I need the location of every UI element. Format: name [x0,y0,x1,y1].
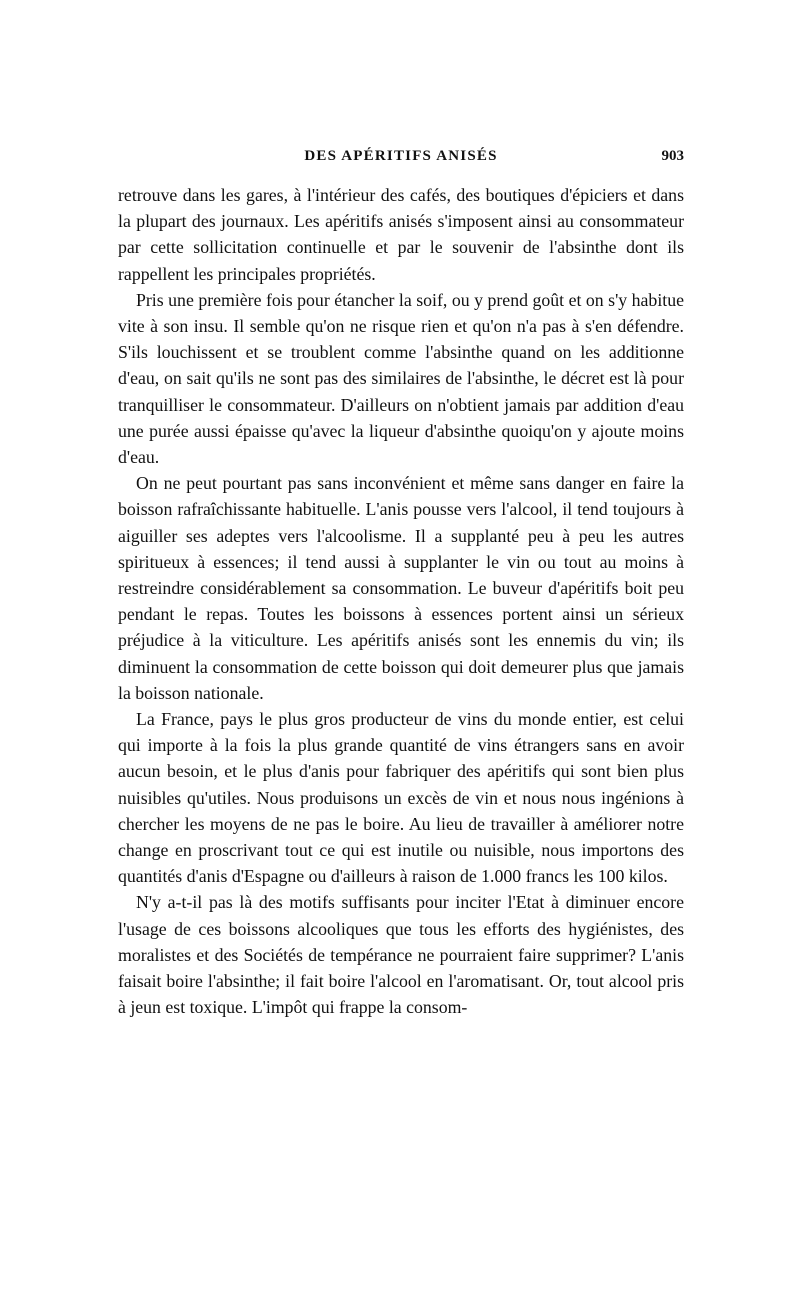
page-number: 903 [661,148,684,164]
body-text [118,182,684,1021]
paragraph-5: N'y a-t-il pas là des motifs suffisants pour inciter l'Etat à diminuer encore l'usage de ces boissons alcooliques que tous les efforts des hygiénistes, des moralistes et des Sociétés de tempérance ne pourraient faire supprimer? L'anis faisait boire l'absinthe; il fait boire l'alcool en l'aromatisant. Or, tout alcool pris à jeun est toxique. L'impôt qui frappe la consom- [118,892,684,1018]
page-header [118,148,684,172]
running-title: DES APÉRITIFS ANISÉS [304,148,498,164]
paragraph-4: La France, pays le plus gros producteur de vins du monde entier, est celui qui importe à la fois la plus grande quantité de vins étrangers sans en avoir aucun besoin, et le plus d'anis pour fabriquer des apéritifs qui sont bien plus nuisibles qu'utiles. Nous produisons un excès de vin et nous nous ingénions à chercher les moyens de ne pas le boire. Au lieu de travailler à améliorer notre change en proscrivant tout ce qui est inutile ou nuisible, nous importons des quantités d'anis d'Espagne ou d'ailleurs à raison de 1.000 francs les 100 kilos. [118,709,684,887]
paragraph-1: retrouve dans les gares, à l'intérieur des cafés, des boutiques d'épiciers et dans la plupart des journaux. Les apéritifs anisés s'imposent ainsi au consommateur par cette sollicitation continuelle et par le souvenir de l'absinthe dont ils rappellent les principales propriétés. [118,185,684,284]
paragraph-3: On ne peut pourtant pas sans inconvénient et même sans danger en faire la boisson rafraîchissante habituelle. L'anis pousse vers l'alcool, il tend toujours à aiguiller ses adeptes vers l'alcoolisme. Il a supplanté peu à peu les autres spiritueux à essences; il tend aussi à supplanter le vin ou tout au moins à restreindre considérablement sa consommation. Le buveur d'apéritifs boit peu pendant le repas. Toutes les boissons à essences portent ainsi un sérieux préjudice à la viticulture. Les apéritifs anisés sont les ennemis du vin; ils diminuent la consommation de cette boisson qui doit demeurer plus que jamais la boisson nationale. [118,473,684,703]
paragraph-2: Pris une première fois pour étancher la soif, ou y prend goût et on s'y habitue vite à son insu. Il semble qu'on ne risque rien et qu'on n'a pas à s'en défendre. S'ils louchissent et se troublent comme l'absinthe quand on les additionne d'eau, on sait qu'ils ne sont pas des similaires de l'absinthe, le décret est là pour tranquilliser le consommateur. D'ailleurs on n'obtient jamais par addition d'eau une purée aussi épaisse qu'avec la liqueur d'absinthe quoiqu'on y ajoute moins d'eau. [118,289,684,468]
